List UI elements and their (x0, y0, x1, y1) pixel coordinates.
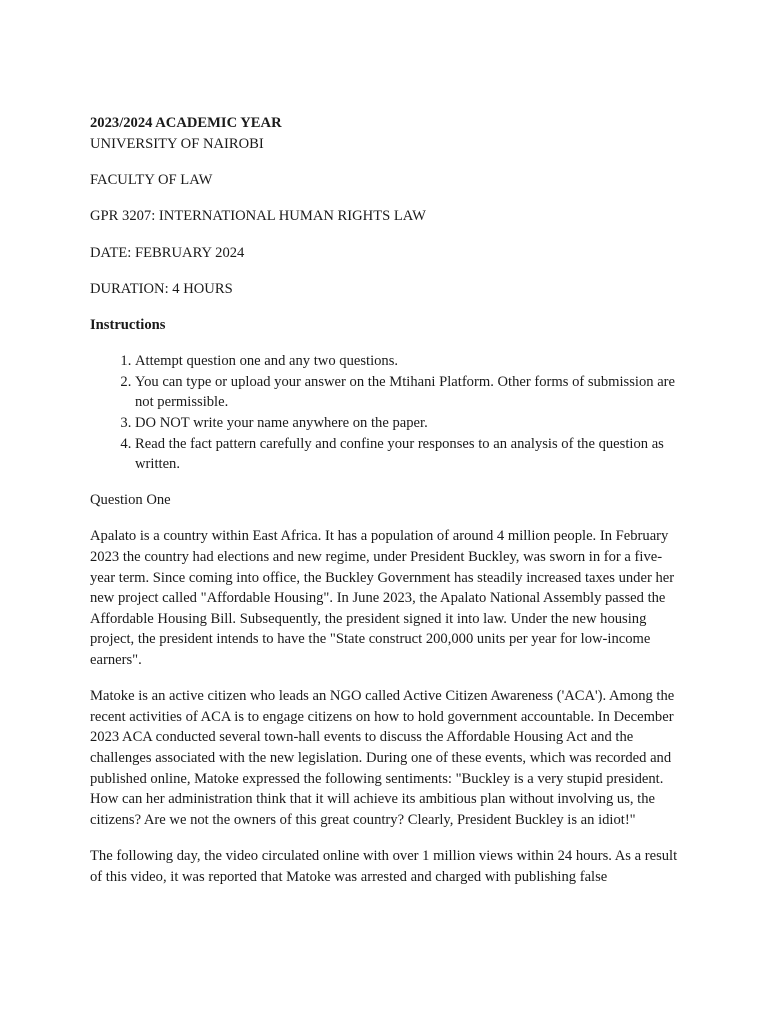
question-paragraph: Matoke is an active citizen who leads an NGO called Active Citizen Awareness ('ACA'). Among the recent activities of ACA is to engage citizens on how to hold government accountable. In December 2023 ACA conducted several town-hall events to discuss the Affordable Housing Act and the challenges associated with the new legislation. During one of these events, which was recorded and published online, Matoke expressed the following sentiments: "Buckley is a very stupid president. How can her administration think that it will achieve its ambitious plan without involving us, the citizens? Are we not the owners of this great country? Clearly, President Buckley is an idiot!" (90, 688, 675, 828)
question-one-heading: Question One (90, 492, 171, 509)
question-paragraph: Apalato is a country within East Africa. It has a population of around 4 million people. In February 2023 the country had elections and new regime, under President Buckley, was sworn in for a five-year term. Since coming into office, the Buckley Government has steadily increased taxes under her new project called "Affordable Housing". In June 2023, the Apalato National Assembly passed the Affordable Housing Bill. Subsequently, the president signed it into law. Under the new housing project, the president intends to have the "State construct 200,000 units per year for low-income earners". (90, 528, 675, 669)
faculty-name: FACULTY OF LAW (90, 172, 213, 189)
instruction-item: 1. Attempt question one and any two questions. (135, 351, 678, 372)
question-paragraph: The following day, the video circulated online with over 1 million views within 24 hours. As a result of this video, it was reported that Matoke was arrested and charged with publishing false (90, 847, 678, 885)
instruction-item: 4. Read the fact pattern carefully and confine your responses to an analysis of the question as written. (135, 434, 678, 475)
instruction-item: 2. You can type or upload your answer on the Mtihani Platform. Other forms of submission are not permissible. (135, 372, 678, 413)
university-name: UNIVERSITY OF NAIROBI (90, 136, 264, 152)
academic-year-heading: 2023/2024 ACADEMIC YEAR (90, 115, 282, 131)
instruction-item: 3. DO NOT write your name anywhere on the paper. (135, 413, 678, 434)
instructions-list (90, 351, 678, 475)
exam-duration: DURATION: 4 HOURS (90, 280, 233, 297)
document-page (90, 112, 678, 903)
instructions-heading: Instructions (90, 316, 166, 333)
course-title: GPR 3207: INTERNATIONAL HUMAN RIGHTS LAW (90, 208, 426, 225)
exam-date: DATE: FEBRUARY 2024 (90, 244, 245, 261)
